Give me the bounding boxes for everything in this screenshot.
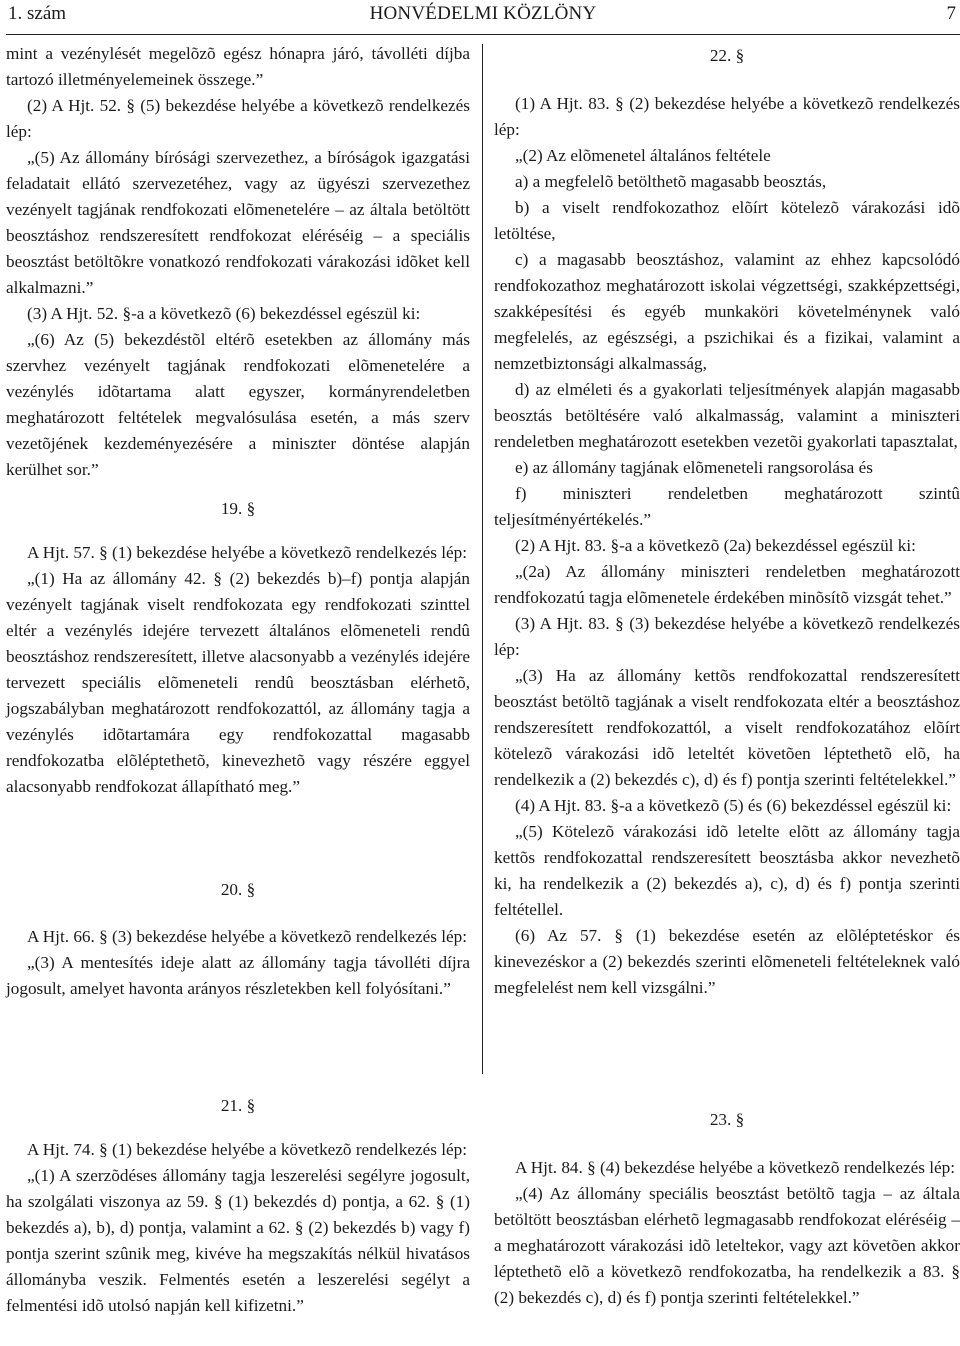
paragraph: „(1) Ha az állomány 42. § (2) bekezdés b)–f) pontja alapján vezényelt tagjának viselt rendfokozata egy rendfokozati szinttel eltér a vezénylés idejére tervezett általános elõmeneteli rendû beosztáshoz rendszeresített, illetve alacsonyabb a vezénylés idejére tervezett speciális elõmeneteli rendû beosztásban elérhetõ, jogszabályban meghatározott rendfokozattól, az állomány tagja a vezénylés idõtartamára egy rendfokozattal magasabb rendfokozatba elõléptethetõ, kinevezhetõ vagy részére eggyel alacsonyabb rendfokozat állapítható meg.” [6, 569, 470, 796]
journal-title: HONVÉDELMI KÖZLÖNY [369, 3, 597, 24]
paragraph: „(2) Az elõmenetel általános feltétele [515, 146, 771, 165]
paragraph: A Hjt. 66. § (3) bekezdése helyébe a következõ rendelkezés lép: [27, 927, 468, 946]
paragraph: (2) A Hjt. 52. § (5) bekezdése helyébe a következõ rendelkezés lép: [6, 96, 470, 141]
section-19-title: 19. § [220, 499, 256, 518]
paragraph: „(3) A mentesítés ideje alatt az állomány tagja távolléti díjra jogosult, amelyet havonta arányos részletekben kell folyósítani.” [6, 953, 470, 998]
paragraph: „(6) Az (5) bekezdéstõl eltérõ esetekben az állomány más szervhez vezényelt tagjának rendfokozati elõmenetelére a vezénylés idõtartama alatt egyszer, kormányrendeletben meghatározott feltételek megvalósulása esetén, a más szerv vezetõjének kezdeményezésére a miniszter döntése alapján kerülhet sor.” [6, 330, 470, 479]
left-top-block [6, 41, 470, 483]
paragraph: „(5) Az állomány bírósági szervezethez, a bíróságok igazgatási feladatait ellátó szervezetéhez, vagy az ügyészi szervezethez vezényelt tagjának rendfokozati elõmenetelére – az általa betöltött beosztáshoz rendszeresített rendfokozat eléréséig – a speciális beosztást betöltõkre vonatkozó rendfokozati várakozási idõket kell alkalmazni.” [6, 148, 470, 297]
paragraph: (4) A Hjt. 83. §-a a következõ (5) és (6) bekezdéssel egészül ki: [515, 796, 952, 815]
section-23-title: 23. § [709, 1110, 745, 1129]
paragraph: „(5) Kötelezõ várakozási idõ letelte elõtt az állomány tagja kettõs rendfokozattal rendszeresített beosztásba akkor nevezhetõ ki, ha rendelkezik a (2) bekezdés a), c), d) és f) pontja szerinti feltétellel. [494, 822, 960, 919]
paragraph: (3) A Hjt. 52. §-a a következõ (6) bekezdéssel egészül ki: [27, 304, 421, 323]
paragraph: a) a megfelelõ betölthetõ magasabb beosztás, [515, 172, 827, 191]
paragraph: „(1) A szerzõdéses állomány tagja leszerelési segélyre jogosult, ha szolgálati viszonya az 59. § (1) bekezdés d) pontja, a 62. § (1) bekezdés a), b), d) pontja, valamint a 62. § (2) bekezdés b) vagy f) pontja szerint szûnik meg, kivéve ha megszakítás nélkül hivatásos állományba veszik. Felmentés esetén a leszerelési segélyt a felmentési idõ utolsó napján kell kifizetni.” [6, 1166, 470, 1315]
paragraph: A Hjt. 74. § (1) bekezdése helyébe a következõ rendelkezés lép: [27, 1140, 468, 1159]
paragraph: c) a magasabb beosztáshoz, valamint az ehhez kapcsolódó rendfokozathoz meghatározott iskolai végzettségi, szakképzettségi, szakképesítési és egyéb munkaköri követelménynek való megfelelés, az egészségi, a pszichikai és a fizikai, valamint a nemzetbiztonsági alkalmasság, [494, 250, 960, 373]
paragraph: d) az elméleti és a gyakorlati teljesítmények alapján magasabb beosztás betöltésére való alkalmasság, valamint a miniszteri rendeletben meghatározott esetekben vezetõi gyakorlati tapasztalat, [494, 380, 960, 451]
paragraph: A Hjt. 57. § (1) bekezdése helyébe a következõ rendelkezés lép: [27, 543, 468, 562]
paragraph: (2) A Hjt. 83. §-a a következõ (2a) bekezdéssel egészül ki: [515, 536, 916, 555]
paragraph: mint a vezénylését megelõzõ egész hónapra járó, távolléti díjba tartozó illetményelemeinek összege.” [6, 44, 470, 89]
paragraph: (6) Az 57. § (1) bekezdése esetén az elõléptetéskor és kinevezéskor a (2) bekezdés szerinti elõmeneteli feltételeknek való megfelelést nem kell vizsgálni.” [494, 926, 960, 997]
paragraph: e) az állomány tagjának elõmeneteli rangsorolása és [515, 458, 873, 477]
paragraph: f) miniszteri rendeletben meghatározott szintû teljesítményértékelés.” [494, 484, 960, 529]
section-20-body [6, 924, 470, 1002]
paragraph: „(2a) Az állomány miniszteri rendeletben meghatározott rendfokozatú tagja elõmenetele érdekében minõsítõ vizsgát tehet.” [494, 562, 960, 607]
column-divider [482, 44, 483, 1074]
paragraph: „(3) Ha az állomány kettõs rendfokozattal rendszeresített beosztást betöltõ tagjának a viselt rendfokozata eltér a beosztáshoz rendszeresített rendfokozattól, a viselt rendfokozatához elõírt kötelezõ várakozási idõ leteltét követõen léptethetõ elõ, ha rendelkezik a (2) bekezdés c), d) és f) pontja szerinti feltételekkel.” [494, 666, 960, 789]
paragraph: (3) A Hjt. 83. § (3) bekezdése helyébe a következõ rendelkezés lép: [494, 614, 960, 659]
paragraph: b) a viselt rendfokozathoz elõírt kötelezõ várakozási idõ letöltése, [494, 198, 960, 243]
paragraph: „(4) Az állomány speciális beosztást betöltõ tagja – az általa betöltött beosztásban elérhetõ legmagasabb rendfokozat eléréséig – a meghatározott várakozási idõ leteltekor, vagy azt követõen akkor léptethetõ elõ a következõ rendfokozatba, ha rendelkezik a 83. § (2) bekezdés c), d) és f) pontja szerinti feltételekkel.” [494, 1184, 960, 1307]
section-21-body [6, 1137, 470, 1319]
section-23-body [494, 1155, 960, 1311]
section-22-body [494, 91, 960, 1001]
paragraph: (1) A Hjt. 83. § (2) bekezdése helyébe a következõ rendelkezés lép: [494, 94, 960, 139]
page-number: 7 [946, 3, 956, 24]
issue-number: 1. szám [8, 3, 67, 24]
section-22-title: 22. § [709, 46, 745, 65]
section-21-title: 21. § [220, 1096, 256, 1115]
section-19-body [6, 540, 470, 800]
page-header [6, 0, 960, 35]
paragraph: A Hjt. 84. § (4) bekezdése helyébe a következõ rendelkezés lép: [515, 1158, 956, 1177]
section-20-title: 20. § [220, 880, 256, 899]
